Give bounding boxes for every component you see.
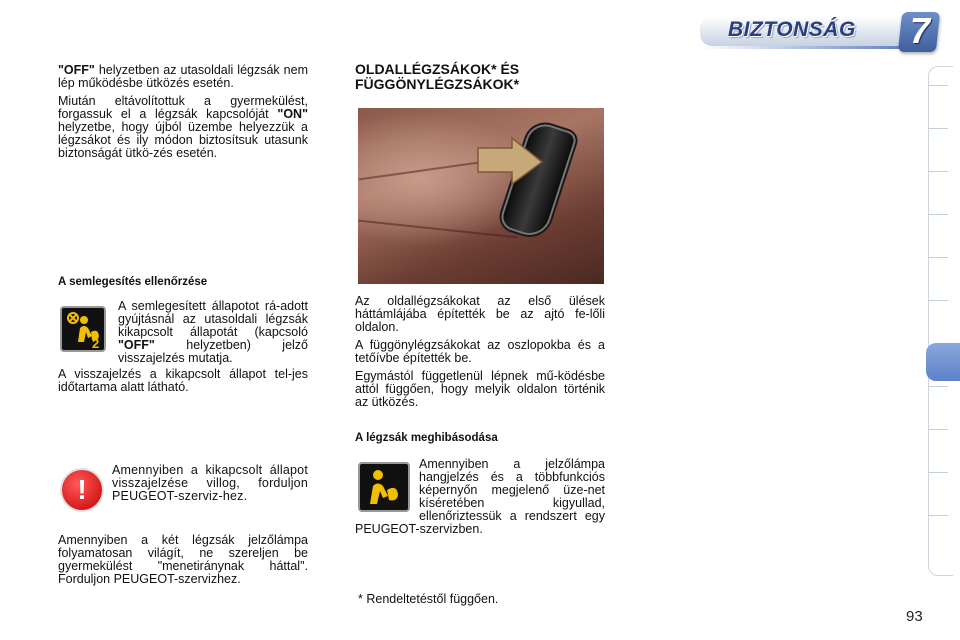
header-line	[700, 46, 910, 49]
child-seat-warning-text: Amennyiben a két légzsák jelzőlámpa folyamatosan világít, ne szereljen be gyermekülést "menetiránynak háttal". Forduljon PEUGEOT-szervizhez.	[58, 533, 308, 586]
visibility-text: A visszajelzés a kikapcsolt állapot tel-jes időtartama alatt látható.	[58, 367, 308, 394]
chapter-number: 7	[909, 10, 931, 51]
seat-airbag-photo	[358, 108, 604, 284]
tab-divider	[928, 171, 948, 172]
chapter-tab-strip	[928, 66, 953, 576]
paragraph: Miután eltávolítottuk a gyermekülést, forgassuk el a légzsák kapcsolóját "ON" helyzetbe, hogy újból üzembe helyezzük a légzsákot és ily módon biztosítsuk utasunk biztonságát ütkö-zés esetén.	[58, 94, 308, 160]
paragraph: A függönylégzsákokat az oszlopokba és a tetőívbe építették be.	[355, 338, 605, 365]
tab-divider	[928, 386, 948, 387]
tab-divider	[928, 214, 948, 215]
section-heading-neutralization: A semlegesítés ellenőrzése	[58, 276, 208, 288]
side-airbags-title: OLDALLÉGZSÁKOK* ÉS FÜGGÖNYLÉGZSÁKOK*	[355, 61, 520, 92]
paragraph: Egymástól függetlenül lépnek mű-ködésbe attól függően, hogy melyik oldalon történik az ütközés.	[355, 369, 605, 409]
passenger-airbag-off-icon	[60, 306, 106, 352]
footnote: * Rendeltetéstől függően.	[358, 592, 499, 606]
page-title: BIZTONSÁG	[728, 18, 856, 41]
page-number: 93	[906, 608, 923, 625]
warning-icon: !	[60, 468, 104, 512]
chapter-tab-active[interactable]	[926, 343, 960, 381]
text-wrap-spacer	[355, 458, 419, 516]
airbag-fault-text: Amennyiben a jelzőlámpa hangjelzés és a többfunkciós képernyőn megjelenő üze-net kíséretében kigyullad, ellenőriztessük a rendszert egy PEUGEOT-szervizben.	[355, 457, 605, 536]
section-heading-airbag-fault: A légzsák meghibásodása	[355, 432, 498, 444]
tab-divider	[928, 429, 948, 430]
neutralization-indicator-text	[118, 300, 308, 370]
tab-divider	[928, 128, 948, 129]
paragraph: "OFF" helyzetben az utasoldali légzsák nem lép működésbe ütközés esetén.	[58, 63, 308, 90]
warning-text: Amennyiben a kikapcsolt állapot visszajelzése villog, forduljon PEUGEOT-szerviz-hez.	[112, 463, 308, 503]
tab-divider	[928, 85, 948, 86]
paragraph: A semlegesített állapotot rá-adott gyújtásnál az utasoldali légzsák kikapcsolt állapotát (kapcsoló "OFF" helyzetben) jelző visszajelzés mutatja.	[118, 299, 308, 365]
paragraph: Az oldallégzsákokat az első ülések háttámlájába építették be az ajtó fe-lőli oldalon.	[355, 294, 605, 334]
seat-stitch	[358, 220, 517, 239]
tab-divider	[928, 472, 948, 473]
svg-text:2: 2	[92, 336, 100, 350]
right-body	[355, 295, 605, 414]
pointer-arrow-icon	[476, 136, 546, 186]
tab-divider	[928, 257, 948, 258]
tab-divider	[928, 515, 948, 516]
left-intro	[58, 64, 308, 165]
tab-divider	[928, 300, 948, 301]
